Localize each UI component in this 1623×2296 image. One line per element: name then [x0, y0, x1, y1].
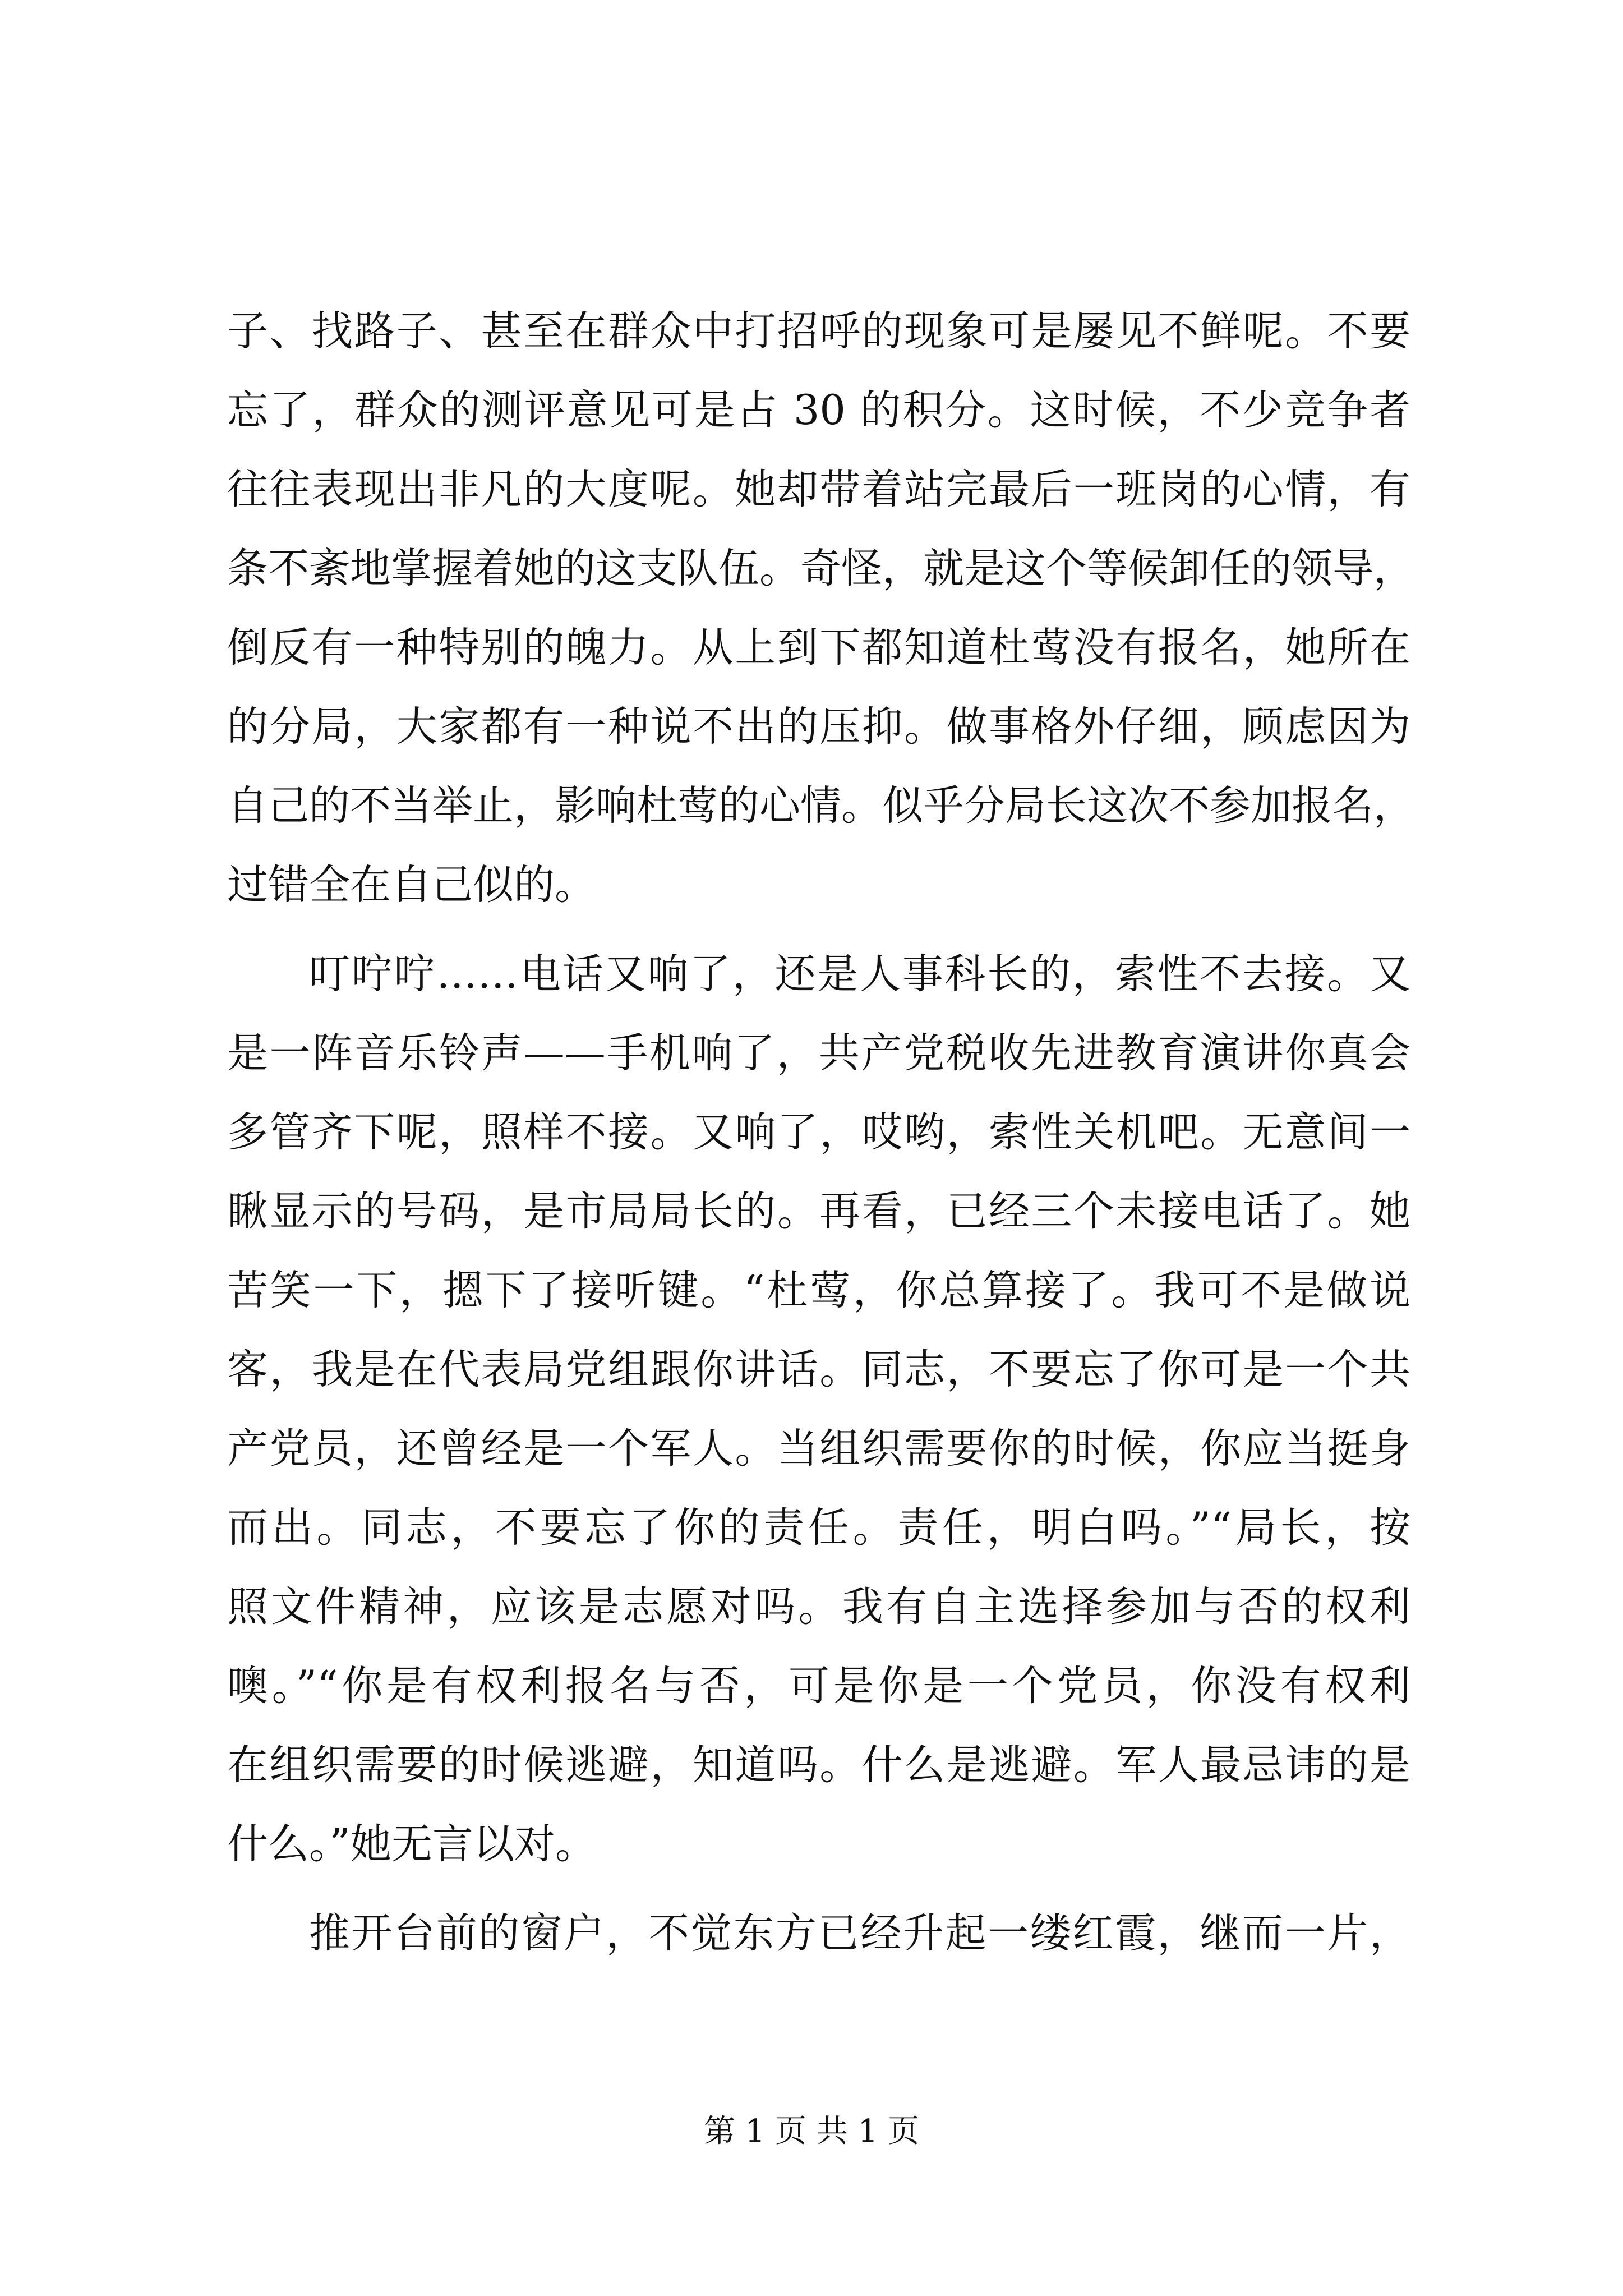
text-line: 推开台前的窗户，不觉东方已经升起一缕红霞，继而一片，: [309, 1910, 1410, 1957]
body-text: [227, 292, 1414, 1973]
text-line: 什么。”她无言以对。: [227, 1820, 596, 1868]
paragraph-gap: [227, 924, 1410, 935]
text-line: 自己的不当举止，影响杜莺的心情。似乎分局长这次不参加报名，: [227, 782, 1414, 830]
text-line: 照文件精神，应该是志愿对吗。我有自主选择参加与否的权利: [227, 1583, 1410, 1631]
text-line: 忘了，群众的测评意见可是占 30 的积分。这时候，不少竞争者: [227, 386, 1410, 434]
paragraph-gap: [227, 1884, 1410, 1894]
text-line: 苦笑一下，摁下了接听键。“杜莺，你总算接了。我可不是做说: [227, 1267, 1410, 1314]
text-line: 子、找路子、甚至在群众中打招呼的现象可是屡见不鲜呢。不要: [227, 307, 1410, 355]
text-line: 往往表现出非凡的大度呢。她却带着站完最后一班岗的心情，有: [227, 466, 1410, 513]
text-line: 客，我是在代表局党组跟你讲话。同志，不要忘了你可是一个共: [227, 1346, 1410, 1393]
paragraph-1: [227, 292, 1414, 924]
text-line: 噢。”“你是有权利报名与否，可是你是一个党员，你没有权利: [227, 1662, 1410, 1710]
text-line: 过错全在自己似的。: [227, 861, 596, 909]
text-line: 多管齐下呢，照样不接。又响了，哎哟，索性关机吧。无意间一: [227, 1108, 1410, 1156]
text-line: 而出。同志，不要忘了你的责任。责任，明白吗。”“局长，按: [227, 1504, 1410, 1552]
text-line: 是一阵音乐铃声——手机响了，共产党税收先进教育演讲你真会: [227, 1029, 1410, 1077]
text-line: 的分局，大家都有一种说不出的压抑。做事格外仔细，顾虑因为: [227, 703, 1410, 751]
text-line: 在组织需要的时候逃避，知道吗。什么是逃避。军人最忌讳的是: [227, 1741, 1410, 1789]
text-line: 条不紊地掌握着她的这支队伍。奇怪，就是这个等候卸任的领导，: [227, 545, 1414, 592]
paragraph-2: [227, 935, 1410, 1884]
text-line: 产党员，还曾经是一个军人。当组织需要你的时候，你应当挺身: [227, 1425, 1410, 1473]
page-footer: 第 1 页 共 1 页: [703, 2113, 920, 2150]
text-line: 瞅显示的号码，是市局局长的。再看，已经三个未接电话了。她: [227, 1188, 1410, 1235]
paragraph-3: [227, 1894, 1410, 1973]
text-line: 倒反有一种特别的魄力。从上到下都知道杜莺没有报名，她所在: [227, 624, 1410, 671]
text-line: 叮咛咛……电话又响了，还是人事科长的，索性不去接。又: [309, 950, 1410, 998]
